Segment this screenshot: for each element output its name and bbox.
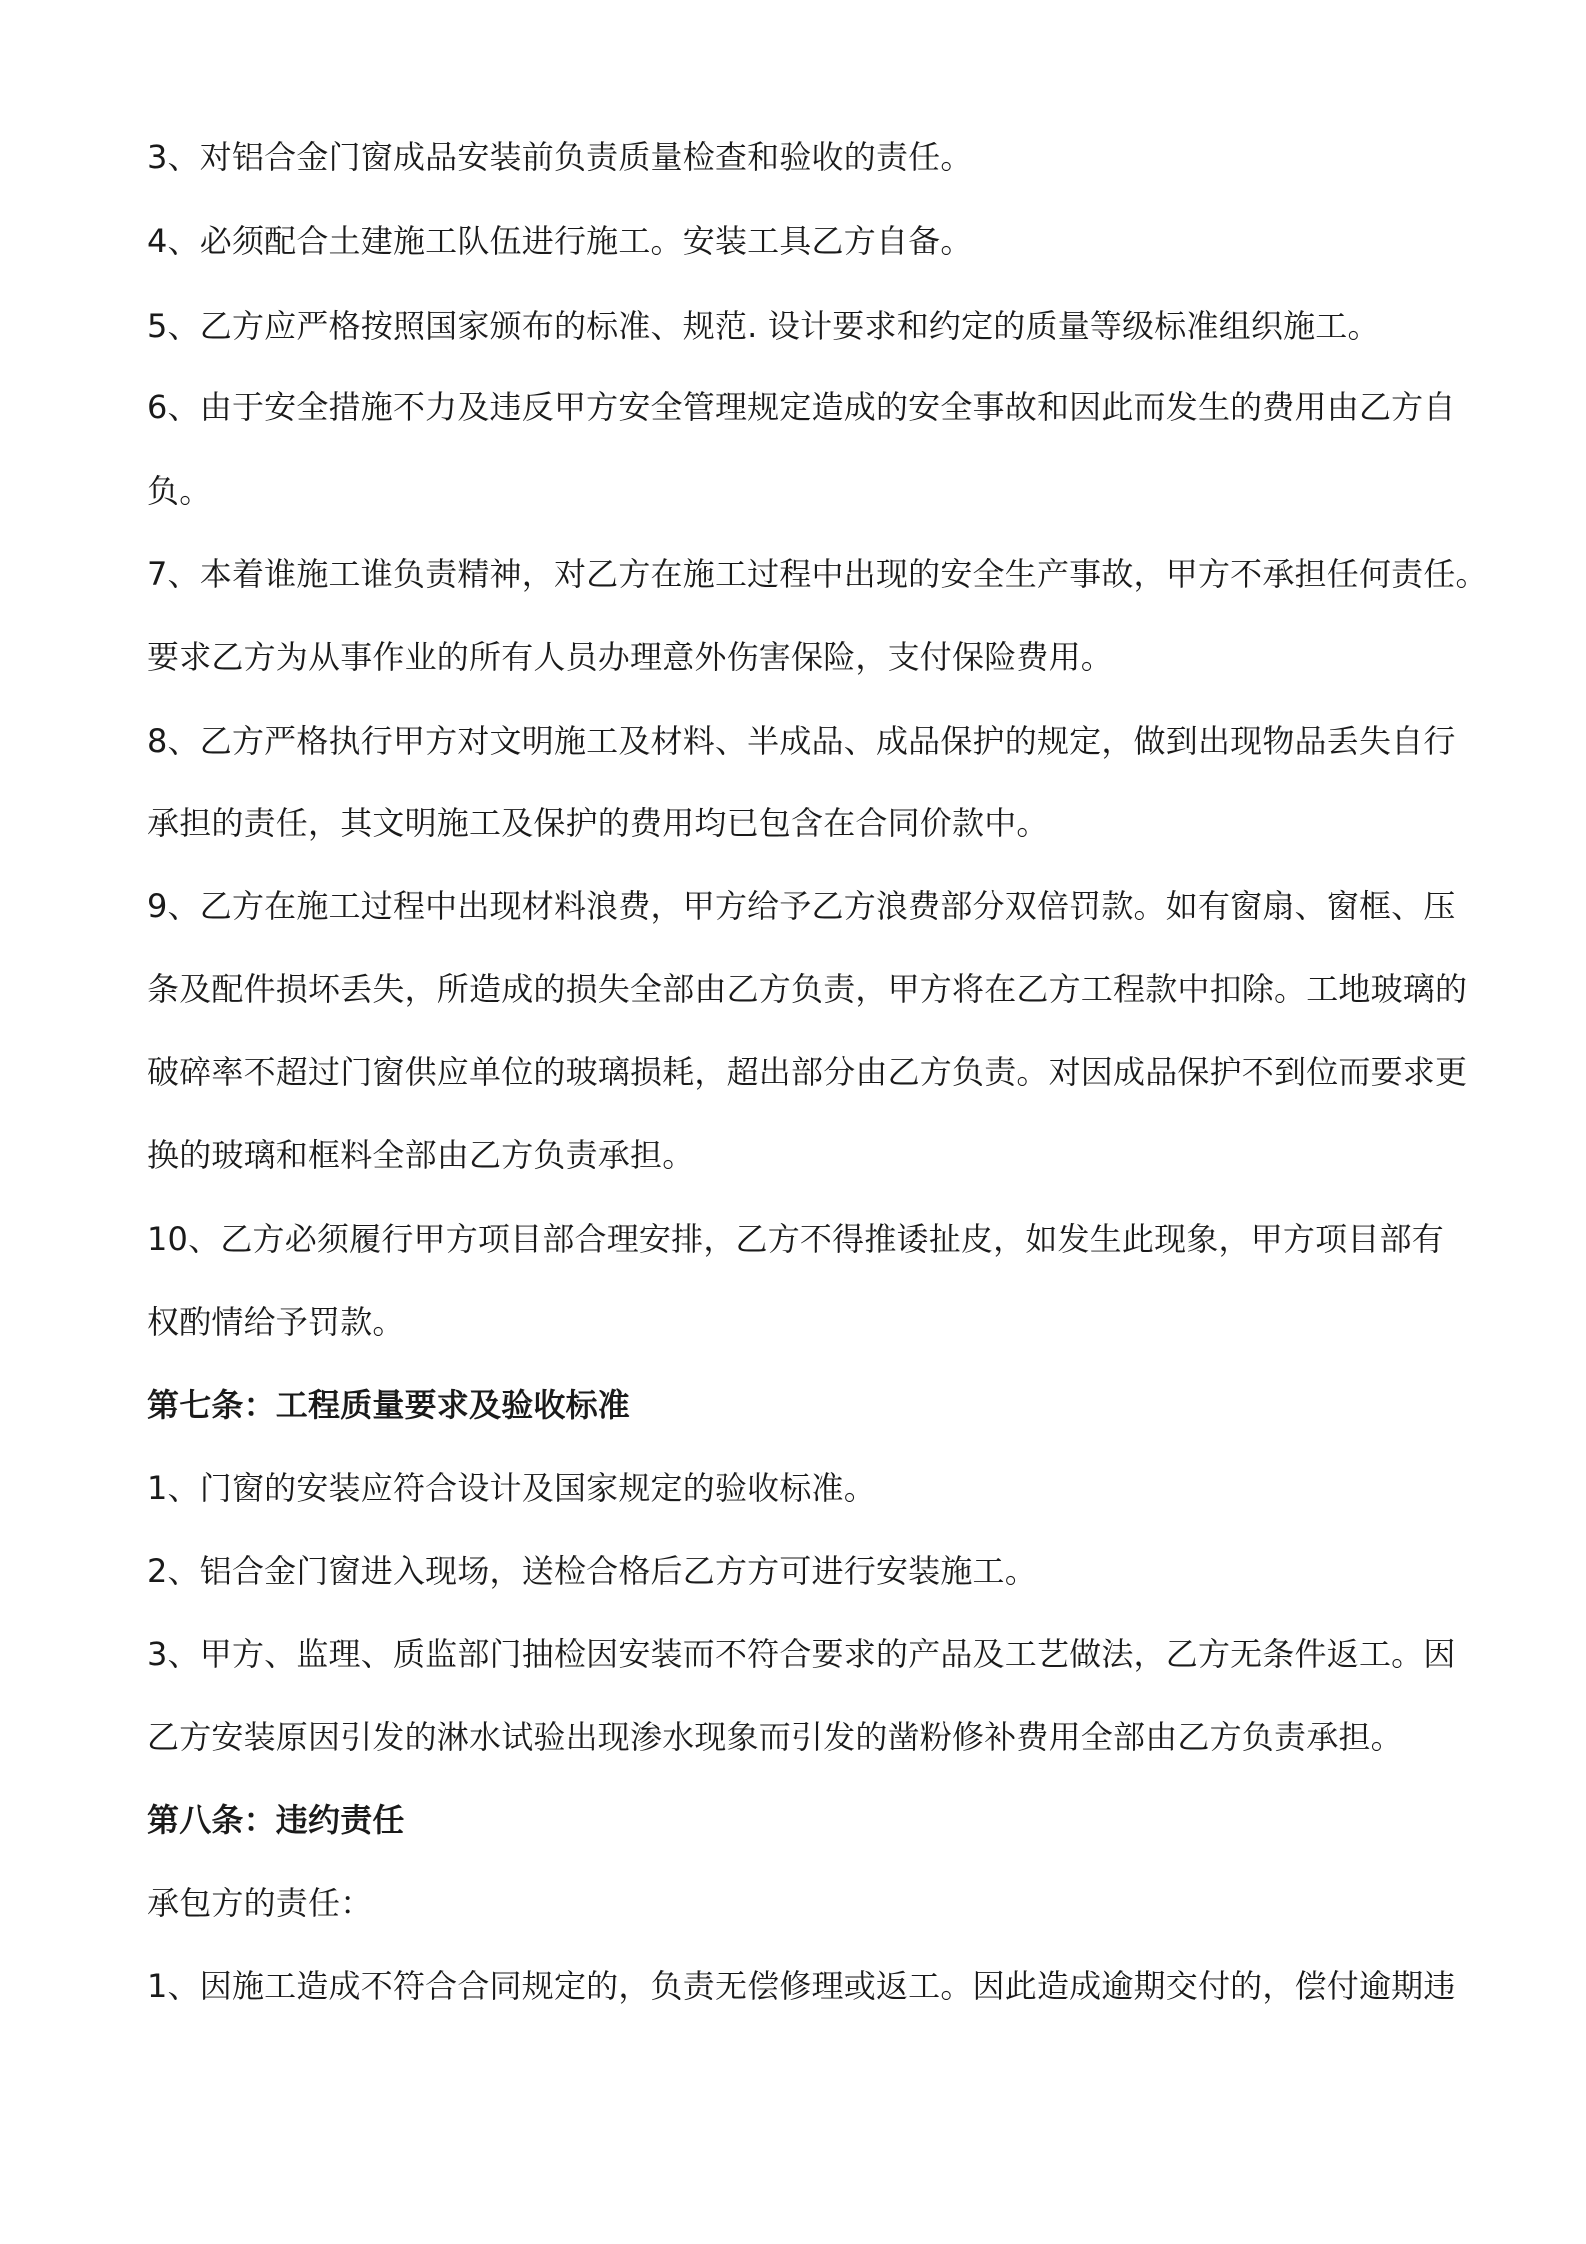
clause-item-2-inspection: 2、铝合金门窗进入现场，送检合格后乙方方可进行安装施工。 [147,1552,1037,1590]
clause-item-9-waste-cont-3: 换的玻璃和框料全部由乙方负责承担。 [147,1136,695,1174]
clause-item-3-rework-cont: 乙方安装原因引发的淋水试验出现渗水现象而引发的凿粉修补费用全部由乙方负责承担。 [147,1718,1403,1756]
section-heading-article-8: 第八条：违约责任 [147,1801,405,1839]
clause-item-10-arrangement-cont: 权酌情给予罚款。 [147,1303,405,1341]
contractor-responsibility-label: 承包方的责任： [147,1884,373,1922]
clause-item-9-waste-cont-1: 条及配件损坏丢失，所造成的损失全部由乙方负责，甲方将在乙方工程款中扣除。工地玻璃的 [147,970,1468,1008]
clause-item-6-safety: 6、由于安全措施不力及违反甲方安全管理规定造成的安全事故和因此而发生的费用由乙方自 [147,388,1456,426]
clause-item-8-protection-cont: 承担的责任，其文明施工及保护的费用均已包含在合同价款中。 [147,804,1049,842]
clause-item-10-arrangement: 10、乙方必须履行甲方项目部合理安排，乙方不得推诿扯皮，如发生此现象，甲方项目部有 [147,1220,1444,1258]
clause-item-8-protection: 8、乙方严格执行甲方对文明施工及材料、半成品、成品保护的规定，做到出现物品丢失自行 [147,722,1456,760]
clause-item-3-rework: 3、甲方、监理、质监部门抽检因安装而不符合要求的产品及工艺做法，乙方无条件返工。因 [147,1635,1456,1673]
clause-item-5-standards: 5、乙方应严格按照国家颁布的标准、规范. 设计要求和约定的质量等级标准组织施工。 [147,307,1380,345]
clause-item-1-acceptance: 1、门窗的安装应符合设计及国家规定的验收标准。 [147,1469,876,1507]
clause-item-9-waste: 9、乙方在施工过程中出现材料浪费，甲方给予乙方浪费部分双倍罚款。如有窗扇、窗框、压 [147,887,1456,925]
clause-item-6-safety-cont: 负。 [147,472,212,510]
clause-item-3-inspection: 3、对铝合金门窗成品安装前负责质量检查和验收的责任。 [147,138,973,176]
clause-item-1-liability: 1、因施工造成不符合合同规定的，负责无偿修理或返工。因此造成逾期交付的，偿付逾期违 [147,1967,1456,2005]
section-heading-article-7: 第七条：工程质量要求及验收标准 [147,1386,631,1424]
clause-item-9-waste-cont-2: 破碎率不超过门窗供应单位的玻璃损耗，超出部分由乙方负责。对因成品保护不到位而要求更 [147,1053,1468,1091]
clause-item-7-responsibility-cont: 要求乙方为从事作业的所有人员办理意外伤害保险，支付保险费用。 [147,638,1114,676]
clause-item-4-cooperation: 4、必须配合土建施工队伍进行施工。安装工具乙方自备。 [147,222,973,260]
clause-item-7-responsibility: 7、本着谁施工谁负责精神，对乙方在施工过程中出现的安全生产事故，甲方不承担任何责任。 [147,555,1488,593]
